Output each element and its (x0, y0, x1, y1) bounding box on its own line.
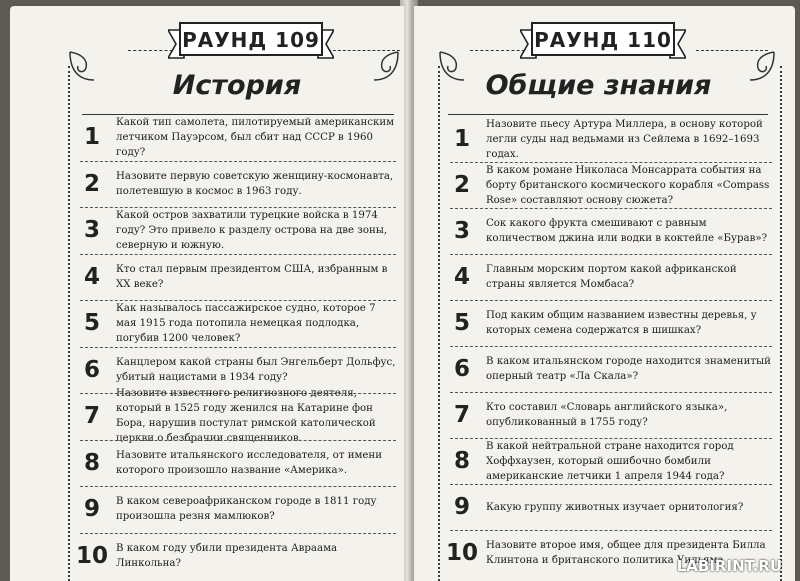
question-item (444, 210, 774, 252)
question-number: 8 (453, 448, 470, 474)
question-item (74, 209, 398, 252)
page-title: История (172, 70, 302, 101)
question-number: 7 (453, 402, 470, 428)
question-text: Кто стал первым президентом США, избранным в XX веке? (116, 263, 388, 290)
question-item (444, 164, 774, 206)
question-text: Назовите итальянского исследователя, от имени которого произошло название «Америка». (116, 449, 383, 476)
question-divider (450, 392, 772, 393)
question-text: Назовите пьесу Артура Миллера, в основу которой легли суды над ведьмами из Сейлема в 1692–1693 годах. (486, 118, 763, 160)
round-banner (168, 20, 334, 62)
question-text: Какую группу животных изучает орнитология? (486, 501, 744, 513)
question-number: 1 (453, 126, 470, 152)
question-text: Канцлером какой страны был Энгельберт Дольфус, убитый нацистами в 1934 году? (116, 356, 396, 383)
question-item (74, 116, 398, 159)
question-text: Какой остров захватили турецкие войска в 1974 году? Это привело к разделу острова на две зоны, северную и южную. (116, 209, 388, 251)
question-number: 5 (83, 310, 100, 337)
question-number: 6 (83, 356, 100, 383)
question-divider (80, 161, 396, 162)
question-text: Назовите второе имя, общее для президента Билла Клинтона и британского политика Уильяма (486, 540, 766, 566)
question-number: 7 (83, 403, 100, 430)
question-divider (80, 533, 396, 534)
round-banner (520, 20, 686, 62)
right-page (414, 6, 795, 581)
question-text: Назовите первую советскую женщину-космонавта, полетевшую в космос в 1963 году. (116, 170, 394, 197)
question-divider (450, 530, 772, 531)
question-number: 4 (83, 263, 100, 290)
question-text: Назовите известного религиозного деятеля, который в 1525 году женился на Катарине фон Бора, нарушив постулат римской католической церкви о безбрачии священников. (116, 388, 376, 445)
question-text: В каком романе Николаса Монсаррата события на борту британского космического корабля «Compass Rose» составляют основу сюжета? (486, 164, 770, 206)
question-item (444, 348, 774, 390)
question-divider (450, 208, 772, 209)
question-number: 4 (453, 264, 470, 290)
question-number: 1 (83, 124, 100, 151)
question-divider (80, 486, 396, 487)
question-text: В каком году убили президента Авраама Линкольна? (116, 542, 338, 569)
question-number: 10 (75, 542, 108, 569)
question-text: В какой нейтральной стране находится город Хоффхаузен, который ошибочно бомбили американские летчики 1 апреля 1944 года? (486, 440, 734, 482)
question-text: Сок какого фрукта смешивают с равным количеством джина или водки в коктейле «Бурав»? (486, 218, 768, 244)
question-text: В каком североафриканском городе в 1811 году произошла резня мамлюков? (116, 496, 377, 523)
question-divider (450, 484, 772, 485)
question-number: 2 (83, 170, 100, 197)
question-text: Какой тип самолета, пилотируемый американским летчиком Пауэрсом, был сбит над СССР в 1960 году? (116, 116, 395, 158)
question-item (74, 388, 398, 445)
question-item (74, 302, 398, 345)
question-text: Как называлось пассажирское судно, которое 7 мая 1915 года потопила немецкая подлодка, погубив 1200 человек? (116, 302, 376, 344)
question-divider (80, 347, 396, 348)
round-label: РАУНД 110 (534, 28, 672, 52)
question-divider (450, 254, 772, 255)
question-number: 10 (445, 540, 478, 566)
question-number: 6 (453, 356, 470, 382)
question-item (74, 535, 398, 578)
watermark: LABIRINT.RU (676, 557, 782, 575)
question-item (444, 302, 774, 344)
question-item (444, 440, 774, 482)
question-number: 9 (453, 494, 470, 520)
question-divider (450, 346, 772, 347)
question-item (74, 256, 398, 299)
question-number: 5 (453, 310, 470, 336)
question-divider (450, 300, 772, 301)
question-number: 2 (453, 172, 470, 198)
question-item (74, 349, 398, 392)
round-label: РАУНД 109 (182, 28, 320, 52)
question-text: Под каким общим названием известны деревья, у которых семена содержатся в шишках? (486, 310, 757, 336)
question-item (444, 486, 774, 528)
question-divider (80, 440, 396, 441)
question-text: В каком итальянском городе находится знаменитый оперный театр «Ла Скала»? (486, 356, 771, 382)
question-item (444, 256, 774, 298)
question-text: Кто составил «Словарь английского языка», опубликованный в 1755 году? (486, 402, 728, 428)
question-number: 3 (453, 218, 470, 244)
left-page (10, 6, 404, 581)
question-item (74, 442, 398, 485)
page-title: Общие знания (485, 70, 712, 101)
question-item (74, 163, 398, 206)
question-item (444, 394, 774, 436)
question-number: 3 (83, 217, 100, 244)
question-number: 8 (83, 449, 100, 476)
question-item (444, 118, 774, 160)
question-text: Главным морским портом какой африканской страны является Момбаса? (486, 264, 737, 290)
question-item (74, 488, 398, 531)
title-divider (448, 114, 768, 115)
question-number: 9 (83, 496, 100, 523)
question-divider (80, 254, 396, 255)
